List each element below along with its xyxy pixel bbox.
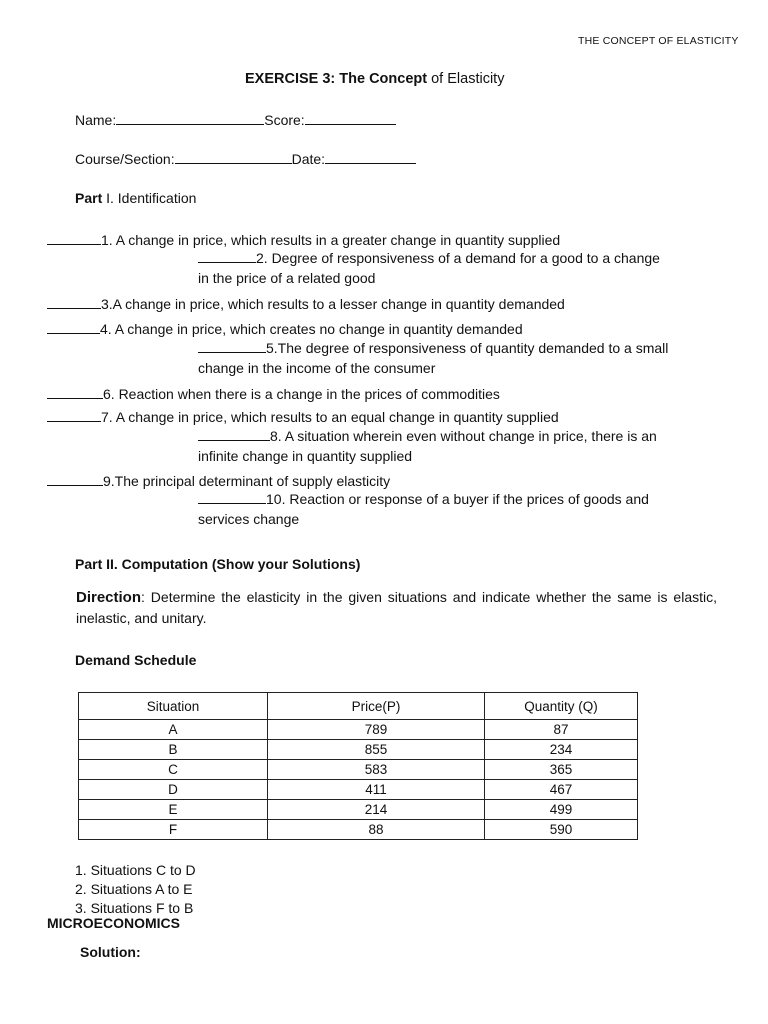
item-text: 3.A change in price, which results to a lesser change in quantity demanded (101, 296, 565, 312)
list-item (47, 385, 500, 402)
date-blank[interactable] (325, 150, 416, 164)
date-label: Date: (291, 151, 326, 167)
cell-situation: A (79, 720, 268, 740)
question-item: 2. Situations A to E (75, 881, 193, 897)
list-item (198, 427, 657, 444)
cell-price: 789 (268, 720, 485, 740)
answer-blank[interactable] (47, 408, 101, 422)
solution-label: Solution: (80, 944, 141, 960)
table-row (79, 760, 638, 780)
course-label: Course/Section: (75, 151, 175, 167)
item-text: 8. A situation wherein even without change in price, there is an (270, 428, 657, 444)
title-bold: EXERCISE 3: The Concept (245, 71, 428, 87)
cell-quantity: 467 (485, 780, 638, 800)
list-item (198, 490, 649, 507)
name-label: Name: (75, 112, 117, 128)
list-item (47, 295, 565, 312)
part1-heading-bold: Part (75, 190, 103, 206)
item-continuation: infinite change in quantity supplied (198, 448, 413, 464)
running-header: THE CONCEPT OF ELASTICITY (578, 35, 739, 47)
cell-situation: D (79, 780, 268, 800)
part1-heading (75, 190, 196, 206)
name-blank[interactable] (116, 111, 264, 125)
table-row (79, 780, 638, 800)
header-price: Price(P) (268, 693, 485, 720)
answer-blank[interactable] (47, 320, 100, 334)
cell-quantity: 87 (485, 720, 638, 740)
cell-quantity: 365 (485, 760, 638, 780)
item-text: 6. Reaction when there is a change in the prices of commodities (103, 386, 500, 402)
item-text: 2. Degree of responsiveness of a demand for a good to a change (256, 250, 660, 266)
cell-situation: B (79, 740, 268, 760)
demand-schedule-table (78, 692, 638, 840)
item-text: 4. A change in price, which creates no change in quantity demanded (100, 321, 523, 337)
cell-price: 583 (268, 760, 485, 780)
course-date-line (75, 150, 416, 167)
list-item (47, 320, 523, 337)
table-header-row (79, 693, 638, 720)
title-rest: of Elasticity (427, 71, 505, 87)
course-blank[interactable] (175, 150, 292, 164)
list-item (198, 339, 668, 356)
question-item: 3. Situations F to B (75, 900, 194, 916)
list-item (47, 231, 560, 248)
table-row (79, 720, 638, 740)
item-text: 9.The principal determinant of supply elasticity (103, 473, 391, 489)
name-score-line (75, 111, 396, 128)
cell-quantity: 590 (485, 820, 638, 840)
header-quantity: Quantity (Q) (485, 693, 638, 720)
score-label: Score: (264, 112, 305, 128)
cell-situation: C (79, 760, 268, 780)
cell-price: 214 (268, 800, 485, 820)
part2-heading: Part II. Computation (Show your Solutions) (75, 556, 361, 572)
cell-price: 411 (268, 780, 485, 800)
item-text: 10. Reaction or response of a buyer if the prices of goods and (266, 491, 649, 507)
table-row (79, 740, 638, 760)
score-blank[interactable] (305, 111, 396, 125)
answer-blank[interactable] (47, 231, 101, 245)
page-title (245, 71, 504, 87)
table-row (79, 800, 638, 820)
list-item (198, 249, 660, 266)
item-continuation: in the price of a related good (198, 270, 376, 286)
cell-situation: E (79, 800, 268, 820)
table-row (79, 820, 638, 840)
answer-blank[interactable] (198, 339, 266, 353)
item-continuation: change in the income of the consumer (198, 360, 436, 376)
list-item (47, 408, 559, 425)
answer-blank[interactable] (198, 249, 256, 263)
cell-price: 88 (268, 820, 485, 840)
question-item: 1. Situations C to D (75, 862, 196, 878)
item-text: 7. A change in price, which results to an equal change in quantity supplied (101, 409, 559, 425)
answer-blank[interactable] (47, 295, 101, 309)
part1-heading-rest: I. Identification (102, 190, 197, 206)
schedule-title: Demand Schedule (75, 652, 197, 668)
answer-blank[interactable] (47, 385, 103, 399)
answer-blank[interactable] (47, 472, 103, 486)
answer-blank[interactable] (198, 427, 270, 441)
item-text: 5.The degree of responsiveness of quantity demanded to a small (266, 340, 669, 356)
cell-quantity: 234 (485, 740, 638, 760)
header-situation: Situation (79, 693, 268, 720)
list-item (47, 472, 390, 489)
direction-label: Direction (76, 589, 142, 606)
direction-paragraph (76, 587, 717, 629)
item-text: 1. A change in price, which results in a greater change in quantity supplied (101, 232, 561, 248)
direction-text: : Determine the elasticity in the given situations and indicate whether the same is elastic, inelastic, and unitary. (76, 589, 717, 626)
answer-blank[interactable] (198, 490, 266, 504)
cell-quantity: 499 (485, 800, 638, 820)
subject-footer: MICROECONOMICS (47, 915, 180, 931)
cell-situation: F (79, 820, 268, 840)
cell-price: 855 (268, 740, 485, 760)
item-continuation: services change (198, 511, 300, 527)
